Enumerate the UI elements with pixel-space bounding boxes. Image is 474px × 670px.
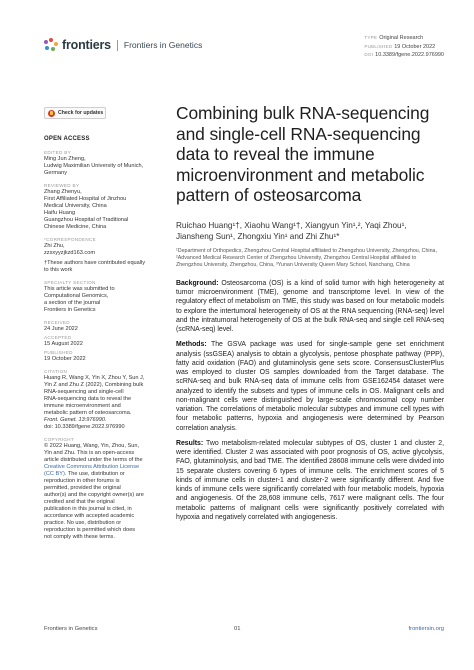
specialty-section-label: SPECIALTY SECTION — [44, 280, 96, 285]
reviewed-by-value: Zhang Zhenyu, First Affiliated Hospital of Jinzhou Medical University, China Haifu Huang Guangzhou Hospital of Traditional Chinese Medicine, China — [44, 189, 129, 230]
meta-published: PUBLISHED 19 October 2022 — [364, 43, 436, 50]
cc-by-license-link[interactable]: Creative Commons Attribution License (CC BY). — [44, 464, 140, 477]
reviewed-by-label: REVIEWED BY — [44, 183, 80, 188]
meta-type: TYPE Original Research — [364, 35, 424, 41]
received-label: RECEIVED — [44, 320, 70, 325]
frontiers-logo[interactable] — [44, 38, 202, 52]
article-meta — [364, 34, 444, 60]
page-header — [44, 34, 444, 64]
abstract — [176, 279, 444, 522]
meta-doi[interactable]: DOI 10.3389/fgene.2022.976990 — [364, 52, 444, 58]
check-for-updates-label: Check for updates — [58, 110, 104, 116]
citation-label: CITATION — [44, 369, 68, 374]
correspondence-label: *CORRESPONDENCE — [44, 237, 96, 242]
page-number: 01 — [234, 626, 241, 632]
footer-journal: Frontiers in Genetics — [44, 626, 98, 632]
published-date: 19 October 2022 — [44, 356, 86, 362]
frontiers-logo-icon — [44, 38, 58, 52]
affiliations: ¹Department of Orthopedics, Zhengzhou Central Hospital affiliated to Zhengzhou University, Zhengzhou, China, ²Advanced Medical Research Center of Zhengzhou University, Zhengzhou Central Hospital affiliated to Zhengzhou University, Zhengzhou, China, ³Yunan University Queen Mary School, Nanchang, China — [176, 247, 437, 268]
edited-by-label: EDITED BY — [44, 150, 71, 155]
footer-site-link[interactable]: frontiersin.org — [408, 626, 444, 632]
copyright-label: COPYRIGHT — [44, 437, 75, 442]
page-footer — [44, 626, 444, 636]
accepted-date: 15 August 2022 — [44, 341, 83, 347]
crossmark-icon — [48, 110, 55, 117]
abstract-methods: Methods: The GSVA package was used for single-sample gene set enrichment analysis (ssGSEA) analysis to obtain a glycolysis, pentose phosphate pathway (PPP), fatty acid oxidation (FAO) and glutaminolysis gene sets score. ConsensusClusterPlus was employed to cluster OS samples downloaded from the Target database. The scRNA-seq and bulk RNA-seq data of immune cells from GSE162454 dataset were analyzed to identify the subsets and types of immune cells in OS. Malignant cells and non-malignant cells were distinguished by large-scale chromosomal copy number variation. The correlations of metabolic molecular subtypes and immune cell types with four metabolic patterns, hypoxia and angiogenesis were determined by Pearson correlation analysis. — [176, 341, 444, 432]
citation-journal: Front. Genet. 13:976990. — [44, 417, 107, 423]
edited-by-value: Ming Jun Zheng, Ludwig Maximilian University of Munich, Germany — [44, 156, 144, 176]
open-access-label: OPEN ACCESS — [44, 136, 90, 142]
logo-divider — [117, 40, 118, 51]
journal-name: Frontiers in Genetics — [123, 40, 203, 50]
received-date: 24 June 2022 — [44, 326, 78, 332]
specialty-section-value: This article was submitted to Computational Genomics, a section of the journal Frontiers in Genetics — [44, 286, 115, 313]
abstract-background: Background: Osteosarcoma (OS) is a kind of solid tumor with high heterogeneity at tumor microenvironment (TME), genome and transcriptome level. In view of the regulatory effect of metabolism on TME, this study was based on four metabolic models to explore the intertumoral heterogeneity of OS at the RNA sequencing (RNA-seq) level and the intratumoral heterogeneity of OS at the bulk RNA-seq and single cell RNA-seq (scRNA-seq) level. — [176, 279, 444, 334]
logo-wordmark: frontiers — [62, 38, 111, 52]
abstract-results: Results: Two metabolism-related molecular subtypes of OS, cluster 1 and cluster 2, were identified. Cluster 2 was associated with poor prognosis of OS, active glycolysis, FAO, glutaminolysis, and bad TME. The identified 28608 immune cells were divided into 15 separate clusters covering 6 types of immune cells. The enrichment scores of 5 kinds of immune cells in cluster-1 and cluster-2 were significantly different. And five kinds of immune cells were significantly correlated with four metabolic models, hypoxia and angiogenesis. Of the 28,608 immune cells, 7617 were malignant cells. The four metabolic patterns of malignant cells were significantly positively correlated with hypoxia and negatively correlated with angiogenesis. — [176, 439, 444, 521]
published-label: PUBLISHED — [44, 350, 73, 355]
correspondence-value[interactable]: Zhi Zhu, zzsxyyzjkzd163.com — [44, 243, 95, 256]
article-main — [176, 103, 444, 528]
copyright-text: © 2022 Huang, Wang, Yin, Zhou, Sun, Yin and Zhu. This is an open-access article distributed under the terms of the Creative Commons Attribution License (CC BY). The use, distribution or reproduction in other forums is permitted, provided the original author(s) and the copyright owner(s) are credited and that the original publication in this journal is cited, in accordance with accepted academic practice. No use, distribution or reproduction is permitted which does not comply with these terms. — [44, 443, 144, 540]
article-title: Combining bulk RNA-sequencing and single-cell RNA-sequencing data to reveal the immune microenvironment and metabolic pattern of osteosarcoma — [176, 103, 430, 206]
author-list: Ruichao Huang¹†, Xiaohu Wang¹†, Xiangyun Yin¹,², Yaqi Zhou¹, Jiansheng Sun¹, Zhongxiu Yin¹ and Zhi Zhu¹* — [176, 220, 407, 242]
accepted-label: ACCEPTED — [44, 335, 72, 340]
check-for-updates-button[interactable] — [44, 107, 106, 119]
equal-contribution-note: †These authors have contributed equally to this work — [44, 260, 146, 273]
article-sidebar — [44, 136, 156, 541]
citation-doi[interactable]: doi: 10.3389/fgene.2022.976990 — [44, 424, 125, 430]
citation-text: Huang R, Wang X, Yin X, Zhou Y, Sun J, Yin Z and Zhu Z (2022), Combining bulk RNA-sequencing and single-cell RNA-sequencing data to reveal the immune microenvironment and metabolic pattern of osteosarcoma. — [44, 375, 145, 416]
